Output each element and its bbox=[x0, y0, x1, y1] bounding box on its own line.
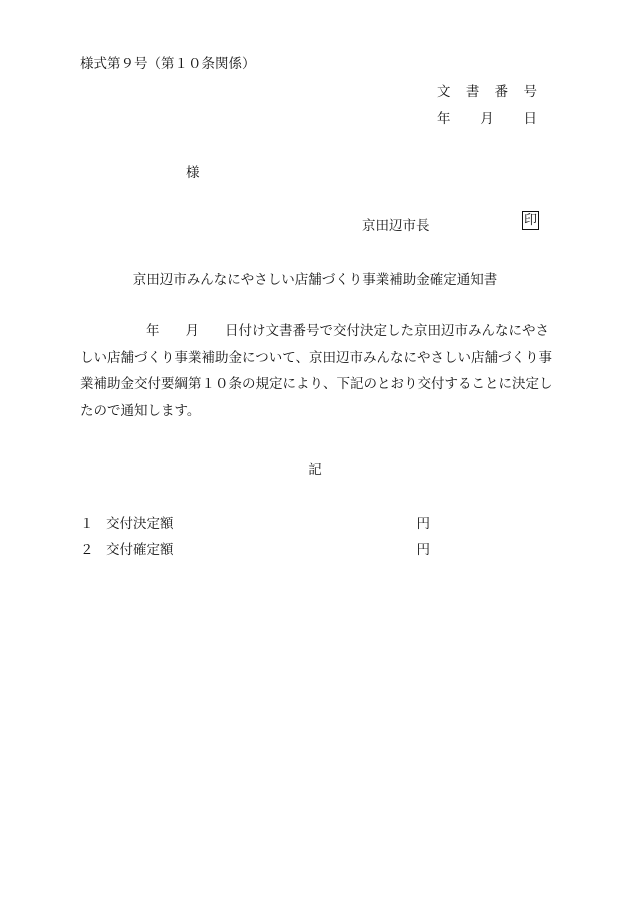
document-title: 京田辺市みんなにやさしい店舗づくり事業補助金確定通知書 bbox=[132, 272, 498, 288]
document-number-label bbox=[437, 80, 537, 100]
form-number: 様式第９号（第１０条関係） bbox=[80, 56, 256, 72]
doc-number-char: 号 bbox=[523, 84, 537, 100]
body-month: 月 bbox=[185, 323, 199, 339]
body-text: 日付け文書番号で交付決定した京田辺市みんなにやさしい店舗づくり事業補助金について、京田辺市みんなにやさしい店舗づくり事業補助金交付要綱第１０条の規定により、下記のとおり交付することに決定したので通知します。 bbox=[80, 323, 553, 419]
doc-number-char: 書 bbox=[465, 84, 480, 100]
issuer-name: 京田辺市長 bbox=[362, 218, 430, 234]
body-paragraph bbox=[80, 318, 560, 424]
doc-number-char: 番 bbox=[494, 84, 509, 100]
item-number: １ bbox=[80, 516, 94, 532]
date-day: 日 bbox=[523, 111, 537, 127]
list-item bbox=[80, 512, 430, 532]
body-year: 年 bbox=[146, 323, 160, 339]
list-item bbox=[80, 538, 430, 558]
date-year: 年 bbox=[437, 111, 451, 127]
date-label bbox=[437, 107, 537, 127]
doc-number-char: 文 bbox=[437, 84, 451, 100]
item-label: 交付決定額 bbox=[106, 516, 174, 532]
item-number: ２ bbox=[80, 542, 94, 558]
item-unit: 円 bbox=[416, 542, 430, 558]
seal-mark: 印 bbox=[524, 213, 538, 228]
item-unit: 円 bbox=[416, 516, 430, 532]
addressee-suffix: 様 bbox=[186, 165, 200, 181]
item-label: 交付確定額 bbox=[106, 542, 174, 558]
ki-heading: 記 bbox=[308, 462, 322, 478]
date-month: 月 bbox=[480, 111, 494, 127]
